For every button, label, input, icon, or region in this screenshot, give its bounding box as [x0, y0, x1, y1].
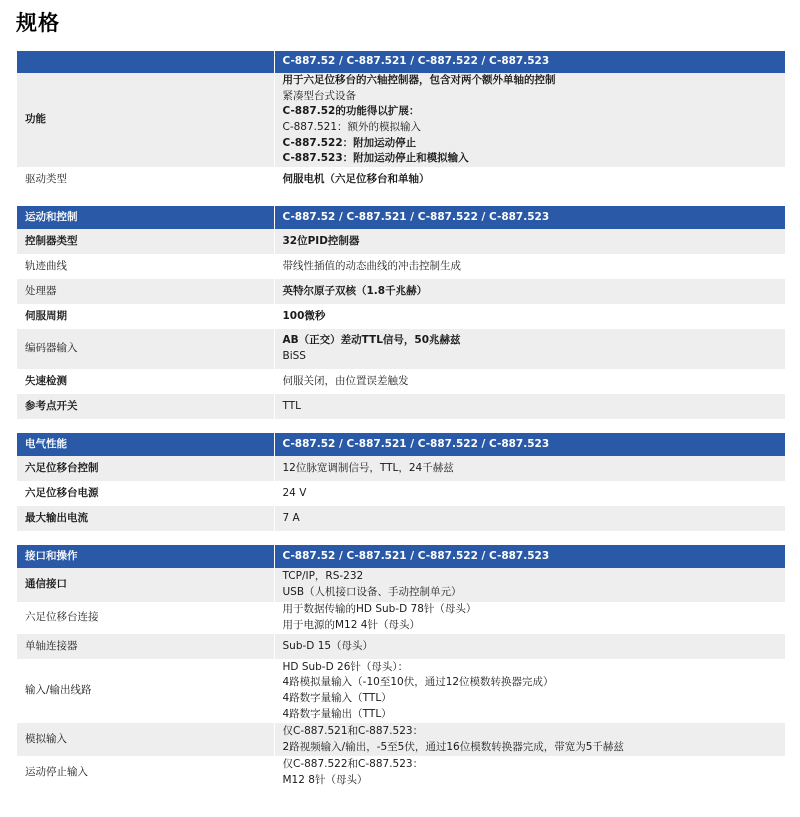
value-line: 仅C-887.521和C-887.523： — [282, 724, 424, 737]
table-row — [17, 254, 785, 279]
value-line: C-887.522：附加运动停止 — [282, 136, 417, 149]
table-row — [17, 304, 785, 329]
value-line: 紧凑型台式设备 — [282, 89, 356, 102]
table-row — [17, 756, 785, 789]
section-header — [17, 545, 785, 568]
value-line: 4路数字量输出（TTL） — [282, 707, 392, 720]
row-value: Sub-D 15（母头） — [274, 634, 785, 659]
value-line: AB（正交）差动TTL信号，50兆赫兹 — [282, 334, 461, 347]
row-label: 轨迹曲线 — [17, 254, 274, 279]
value-line: 4路模拟量输入（-10至10伏，通过12位模数转换器完成） — [282, 676, 554, 689]
table-row — [17, 73, 785, 167]
table-row — [17, 506, 785, 531]
row-label: 单轴连接器 — [17, 634, 274, 659]
row-label: 六足位移台控制 — [17, 456, 274, 481]
row-label: 六足位移台电源 — [17, 481, 274, 506]
row-label: 失速检测 — [17, 369, 274, 394]
value-line: C-887.521：额外的模拟输入 — [282, 121, 422, 133]
value-line: M12 8针（母头） — [282, 773, 368, 786]
row-value: 带线性插值的动态曲线的冲击控制生成 — [274, 254, 785, 279]
section-header — [17, 433, 785, 456]
row-label: 处理器 — [17, 279, 274, 304]
row-value — [274, 568, 785, 602]
page-title: 规格 — [16, 11, 60, 35]
value-line: 4路数字量输入（TTL） — [282, 692, 392, 704]
row-value — [274, 602, 785, 634]
row-label: 参考点开关 — [17, 394, 274, 419]
row-label: 输入/输出线路 — [17, 659, 274, 723]
section-title — [17, 51, 274, 73]
row-value: 32位PID控制器 — [274, 229, 785, 254]
table-row — [17, 634, 785, 659]
table-row — [17, 456, 785, 481]
table-row — [17, 167, 785, 192]
row-value: TTL — [274, 394, 785, 419]
row-label: 编码器输入 — [17, 329, 274, 369]
row-label: 最大输出电流 — [17, 506, 274, 531]
value-line: HD Sub-D 26针（母头）： — [282, 660, 409, 673]
row-value — [274, 723, 785, 756]
section-models: C-887.52 / C-887.521 / C-887.522 / C-887.523 — [274, 51, 785, 73]
row-value: 24 V — [274, 481, 785, 506]
row-value: 100微秒 — [274, 304, 785, 329]
section-gap — [17, 531, 785, 545]
row-value — [274, 73, 785, 167]
section-gap — [17, 192, 785, 206]
row-value: 7 A — [274, 506, 785, 531]
row-value: 英特尔原子双核（1.8千兆赫） — [274, 279, 785, 304]
row-label: 伺服周期 — [17, 304, 274, 329]
table-row — [17, 602, 785, 634]
row-value: 伺服电机（六足位移台和单轴） — [274, 167, 785, 192]
row-label: 功能 — [17, 73, 274, 167]
row-label: 控制器类型 — [17, 229, 274, 254]
value-line: 仅C-887.522和C-887.523： — [282, 757, 424, 770]
row-label: 驱动类型 — [17, 167, 274, 192]
section-models: C-887.52 / C-887.521 / C-887.522 / C-887.523 — [274, 433, 785, 456]
row-value — [274, 659, 785, 723]
value-line: 用于电源的M12 4针（母头） — [282, 619, 420, 631]
value-line: 2路视频输入/输出，-5至5伏，通过16位模数转换器完成，带宽为5千赫兹 — [282, 740, 624, 753]
table-row — [17, 229, 785, 254]
section-models: C-887.52 / C-887.521 / C-887.522 / C-887.523 — [274, 545, 785, 568]
table-row — [17, 481, 785, 506]
value-line: USB（人机接口设备、手动控制单元） — [282, 586, 462, 598]
value-line: C-887.52的功能得以扩展： — [282, 105, 420, 118]
section-title: 接口和操作 — [17, 545, 274, 568]
spec-table — [17, 51, 785, 789]
section-header — [17, 206, 785, 229]
row-value: 伺服关闭，由位置误差触发 — [274, 369, 785, 394]
row-label: 模拟输入 — [17, 723, 274, 756]
table-row — [17, 279, 785, 304]
row-value — [274, 756, 785, 789]
row-label: 运动停止输入 — [17, 756, 274, 789]
table-row — [17, 394, 785, 419]
section-header — [17, 51, 785, 73]
row-label: 六足位移台连接 — [17, 602, 274, 634]
value-line: C-887.523：附加运动停止和模拟输入 — [282, 152, 469, 165]
table-row — [17, 723, 785, 756]
section-gap — [17, 419, 785, 433]
value-line: 用于六足位移台的六轴控制器，包含对两个额外单轴的控制 — [282, 74, 556, 87]
value-line: 用于数据传输的HD Sub-D 78针（母头） — [282, 603, 477, 616]
table-row — [17, 659, 785, 723]
row-value — [274, 329, 785, 369]
section-title: 电气性能 — [17, 433, 274, 456]
value-line: BiSS — [282, 350, 306, 362]
table-row — [17, 568, 785, 602]
section-title: 运动和控制 — [17, 206, 274, 229]
value-line: TCP/IP，RS-232 — [282, 570, 364, 583]
table-row — [17, 369, 785, 394]
table-row — [17, 329, 785, 369]
row-value: 12位脉宽调制信号，TTL，24千赫兹 — [274, 456, 785, 481]
row-label: 通信接口 — [17, 568, 274, 602]
section-models: C-887.52 / C-887.521 / C-887.522 / C-887.523 — [274, 206, 785, 229]
